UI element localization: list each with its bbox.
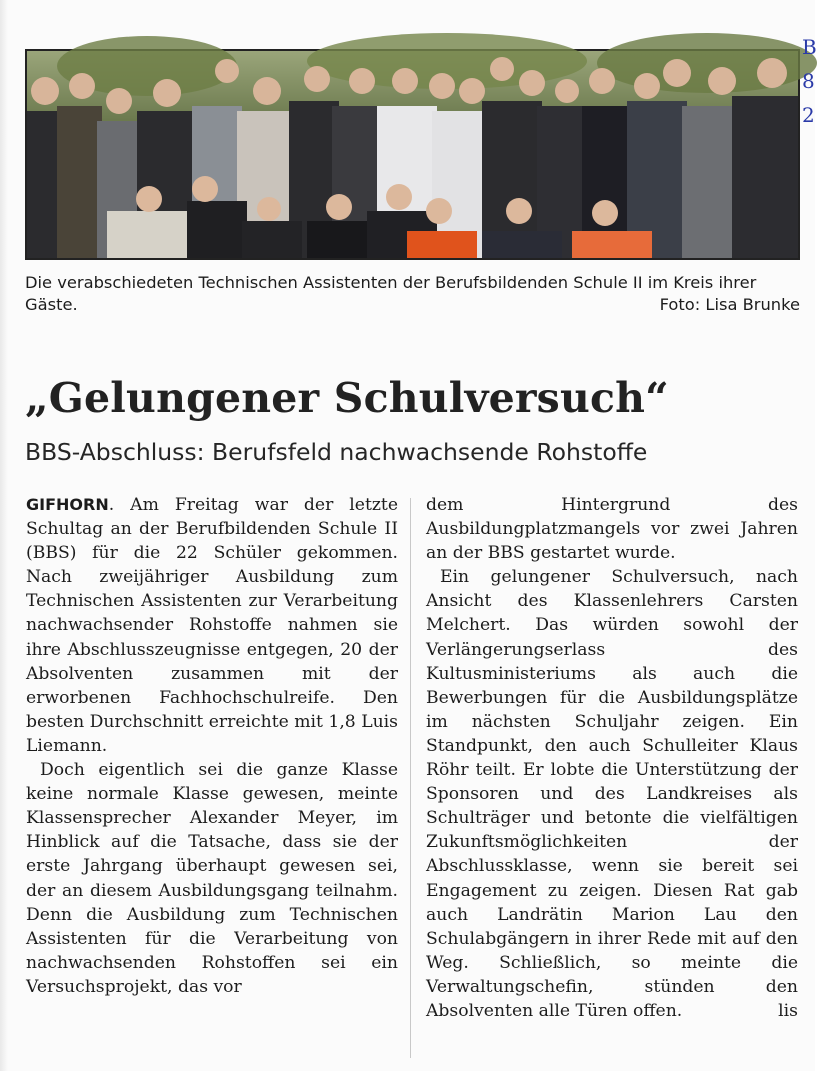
paragraph — [26, 493, 398, 758]
dateline: GIFHORN — [26, 495, 109, 514]
author-initials: lis — [778, 1000, 798, 1021]
headline: „Gelungener Schulversuch“ — [25, 374, 669, 422]
photo-caption — [25, 272, 800, 316]
paragraph: dem Hintergrund des Ausbildungplatzmangels vor zwei Jahren an der BBS gestartet wurde. — [426, 495, 798, 564]
handwritten-note: B 8 2 — [802, 35, 817, 127]
subheadline: BBS-Abschluss: Berufsfeld nachwachsende Rohstoffe — [25, 438, 648, 466]
caption-text: Die verabschiedeten Technischen Assistenten der Berufsbildenden Schule II im Kreis ihrer Gäste. — [25, 273, 757, 314]
column-divider — [410, 498, 411, 1058]
group-photo — [25, 49, 800, 260]
article-column-left — [26, 493, 398, 999]
paragraph — [426, 565, 798, 1023]
scan-edge — [0, 0, 8, 1071]
paragraph: Doch eigentlich sei die ganze Klasse keine normale Klasse gewesen, meinte Klassensprecher Alexander Meyer, im Hinblick auf die Tatsache, dass sie der erste Jahrgang überhaupt gewesen sei, der an diesem Ausbildungsgang teilnahm. Denn die Ausbildung zum Technischen Assistenten für die Verarbeitung von nachwachsenden Rohstoffen sei ein Versuchsprojekt, das vor — [26, 760, 398, 997]
photo-credit: Foto: Lisa Brunke — [659, 295, 800, 314]
paragraph-text: . Am Freitag war der letzte Schultag an der Berufbildenden Schule II (BBS) für die 22 Schüler gekommen. Nach zweijähriger Ausbildung zum Technischen Assistenten zur Verarbeitung nachwachsender Rohstoffe nahmen sie ihre Abschlusszeugnisse entgegen, 20 der Absolventen zusammen mit der erworbenen Fachhochschulreife. Den besten Durchschnitt erreichte mit 1,8 Luis Liemann. — [26, 495, 398, 756]
paragraph-text: Ein gelungener Schulversuch, nach Ansicht des Klassenlehrers Carsten Melchert. Das würden sowohl der Verlängerungserlass des Kultusministeriums als auch die Bewerbungen für die Ausbildungsplätze im nächsten Schuljahr zeigen. Ein Standpunkt, den auch Schulleiter Klaus Röhr teilt. Er lobte die Unterstützung der Sponsoren und des Landkreises als Schulträger und betonte die vielfältigen Zukunftsmöglichkeiten der Abschlussklasse, wenn sie bereit sei Engagement zu zeigen. Diesen Rat gab auch Landrätin Marion Lau den Schulabgängern in ihrer Rede mit auf den Weg. Schließlich, so meinte die Verwaltungschefin, stünden den Absolventen alle Türen offen. — [426, 567, 798, 1021]
group-photo-icon — [27, 51, 798, 258]
article-column-right — [426, 493, 798, 1023]
